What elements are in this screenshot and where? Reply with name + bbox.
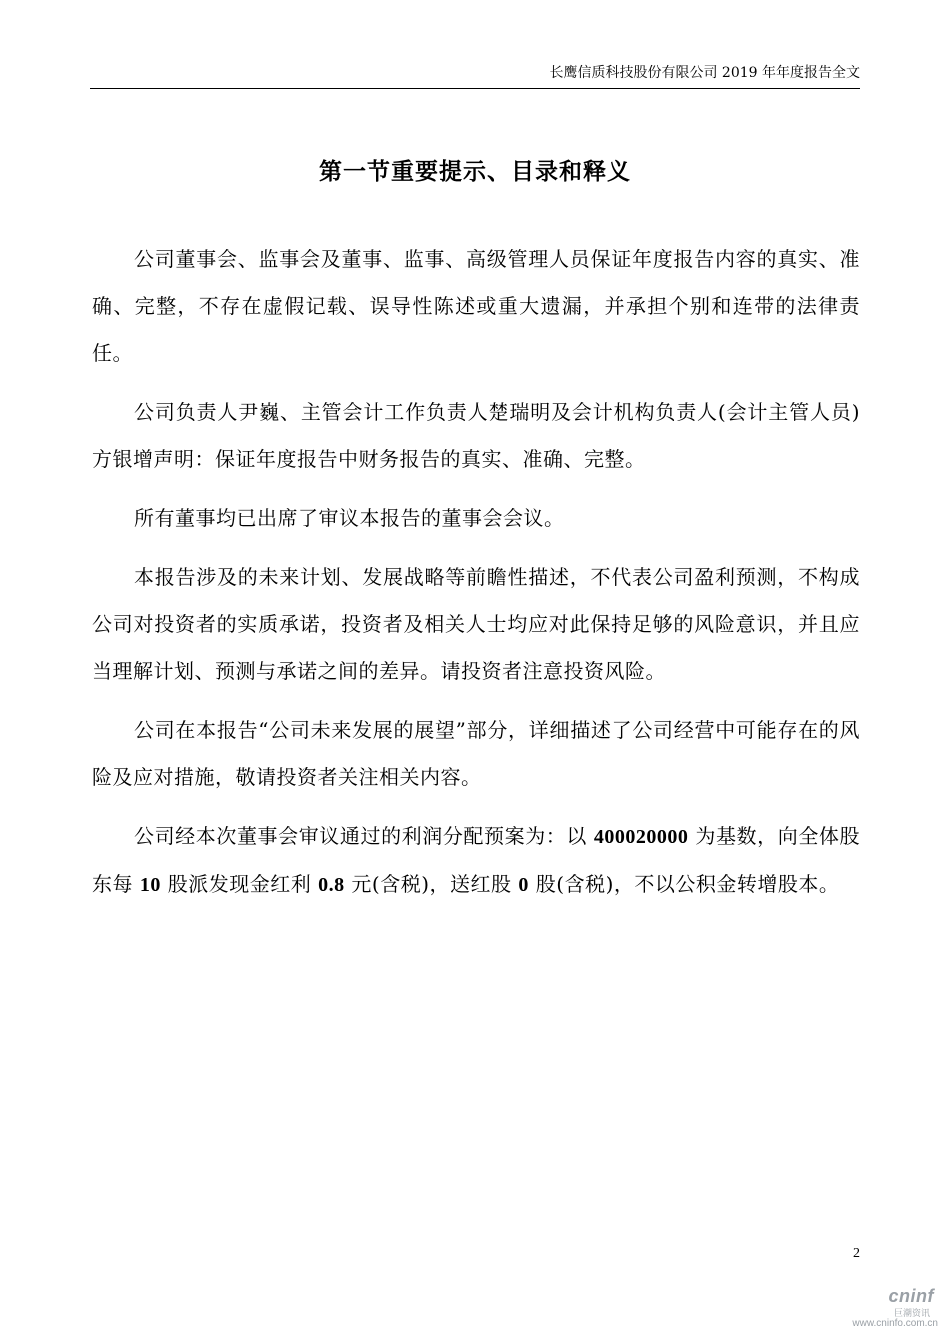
document-body: [92, 236, 860, 921]
page-number: 2: [853, 1246, 860, 1261]
paragraph-profit-distribution: [92, 813, 860, 909]
watermark-url: www.cninfo.com.cn: [852, 1318, 938, 1329]
page-header: [90, 62, 860, 89]
section-title: 第一节重要提示、目录和释义: [319, 158, 631, 185]
watermark-subtitle: 巨潮资讯: [893, 1309, 930, 1319]
profit-text-4: 元(含税)，送红股: [344, 872, 519, 896]
profit-text-3: 股派发现金红利: [160, 872, 319, 896]
paragraph-board-guarantee: 公司董事会、监事会及董事、监事、高级管理人员保证年度报告内容的真实、准确、完整，不存在虚假记载、误导性陈述或重大遗漏，并承担个别和连带的法律责任。: [92, 247, 860, 365]
profit-text-2: 为基数，向全体股东每: [92, 824, 860, 896]
base-shares-value: 400020000: [593, 826, 689, 848]
cninfo-watermark: [848, 1286, 938, 1334]
paragraph-directors-attendance: 所有董事均已出席了审议本报告的董事会会议。: [134, 506, 565, 530]
profit-text-1: 公司经本次董事会审议通过的利润分配预案为：以: [134, 824, 594, 848]
header-text: 长鹰信质科技股份有限公司 2019 年年度报告全文: [549, 65, 860, 81]
bonus-shares-value: 0: [518, 874, 529, 896]
cash-dividend-value: 0.8: [318, 874, 345, 896]
per-shares-value: 10: [139, 874, 161, 896]
paragraph-responsible-persons-statement: 公司负责人尹巍、主管会计工作负责人楚瑞明及会计机构负责人(会计主管人员)方银增声明：保证年度报告中财务报告的真实、准确、完整。: [92, 400, 860, 471]
profit-text-5: 股(含税)，不以公积金转增股本。: [528, 872, 840, 896]
cninfo-logo-icon: cninf: [888, 1286, 934, 1306]
paragraph-risk-reference: 公司在本报告“公司未来发展的展望”部分，详细描述了公司经营中可能存在的风险及应对措施，敬请投资者关注相关内容。: [92, 718, 860, 789]
paragraph-forward-looking-disclaimer: 本报告涉及的未来计划、发展战略等前瞻性描述，不代表公司盈利预测，不构成公司对投资者的实质承诺，投资者及相关人士均应对此保持足够的风险意识，并且应当理解计划、预测与承诺之间的差异。请投资者注意投资风险。: [92, 565, 860, 683]
